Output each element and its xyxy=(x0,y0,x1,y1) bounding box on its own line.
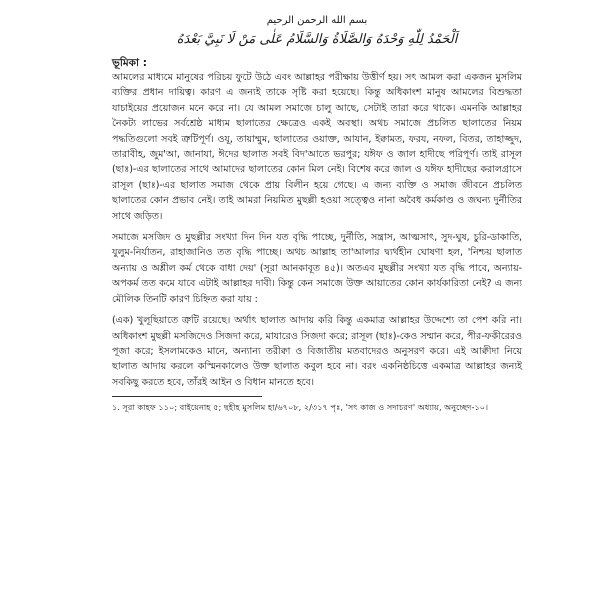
section-title: ভূমিকা : xyxy=(112,57,147,69)
arabic-invocation: اَلْحَمْدُ لِلّٰهِ وَحْدَهُ وَالصَّلَاةُ وَالسَّلَامُ عَلٰى مَنْ لَا نَبِيَّ بَعْدَهُ xyxy=(176,32,458,47)
paragraph-1: আমলের মাধ্যমে মানুষের পরিচয় ফুটে উঠে এবং আল্লাহর পরীক্ষায় উত্তীর্ণ হয়। সৎ আমল করা একজন মুসলিম ব্যক্তির প্রধান দায়িত্ব। কারণ এ জন্যই তাকে সৃষ্টি করা হয়েছে। কিন্তু অধিকাংশ মানুষ আমলের বিশুদ্ধতা যাচাইয়ের প্রয়োজন মনে করে না। যে আমল সমাজে চালু আছে, সেটাই তারা করে থাকে। এমনকি আল্লাহর নৈকট্য লাভের সর্বশ্রেষ্ঠ মাধ্যম ছালাতের ক্ষেত্রেও একই অবস্থা। অথচ সমাজে প্রচলিত ছালাতের নিয়ম পদ্ধতিগুলো সবই ত্রুটিপূর্ণ। ওযূ, তায়াম্মুম, ছালাতের ওয়াক্ত, আযান, ইক্বামত, ফরয, নফল, বিতর, তাহাজ্জুদ, তারাবীহ, জুম'আ, জানাযা, ঈদের ছালাত সবই বিদ'আতে ভরপুর; যঈফ ও জাল হাদীছে পরিপূর্ণ। তাই রাসূল (ছাঃ)-এর ছালাতের সাথে আমাদের ছালাতের কোন মিল নেই। বিশেষ করে জাল ও যঈফ হাদীছের করালগ্রাসে রাসূল (ছাঃ)-এর ছালাত সমাজ থেকে প্রায় বিলীন হয়ে গেছে। এ জন্য ব্যক্তি ও সমাজ জীবনে প্রচলিত ছালাতের কোন প্রভাব নেই। তাই আমরা নিয়মিত মুছল্লী হওয়া সত্ত্বেও নানা অবৈধ কর্মকাণ্ড ও জঘন্য দুর্নীতির সাথে জড়িত। xyxy=(112,72,522,222)
basmala-heading: بسم الله الرحمن الرحيم xyxy=(266,15,368,26)
paragraph-2: সমাজে মসজিদ ও মুছল্লীর সংখ্যা দিন দিন যত বৃদ্ধি পাচ্ছে, দুর্নীতি, সন্ত্রাস, আত্মসাৎ, সুদ-ঘুষ, চুরি-ডাকাতি, যুলুম-নির্যাতন, রাহাজানিও তত বৃদ্ধি পাচ্ছে। অথচ আল্লাহ তা'আলার দ্ব্যর্থহীন ঘোষণা হল, 'নিশ্চয় ছালাত অন্যায় ও অশ্লীল কর্ম থেকে বাধা দেয়' (সূরা আনকাবূত ৪৫)। অতএব মুছল্লীর সংখ্যা যত বৃদ্ধি পাবে, অন্যায়-অপকর্ম তত কমে যাবে এটাই আল্লাহর দাবী। কিন্তু কেন সমাজে উক্ত আয়াতের কোন কার্যকারিতা নেই? এ জন্য মৌলিক তিনটি কারণ চিহ্নিত করা যায় : xyxy=(112,232,522,305)
paragraph-3: (এক) খুলূছিয়াতে ত্রুটি রয়েছে। অর্থাৎ ছালাত আদায় করি কিন্তু একমাত্র আল্লাহর উদ্দেশ্যে তা পেশ করি না। অধিকাংশ মুছল্লী মসজিদেও সিজদা করে, মাযারেও সিজদা করে; রাসূল (ছাঃ)-কেও সম্মান করে, পীর-ফকীরেরও পূজা করে; ইসলামকেও মানে, অন্যান্য তরীক্বা ও বিজাতীয় মতবাদেরও অনুসরণ করে। এই আক্বীদা নিয়ে ছালাত আদায় করলে কস্মিনকালেও উক্ত ছালাত কবুল হবে না। বরং একনিষ্ঠচিত্তে একমাত্র আল্লাহর জন্যই সবকিছু করতে হবে, তাঁরই আইন ও বিধান মানতে হবে। xyxy=(112,315,522,388)
footnote-divider xyxy=(112,396,262,397)
footnote: ১. সূরা কাহফ ১১০; বাইয়েনাহ ৫; ছহীহ মুসলিম হা/৬৭০৮, ২/৩১৭ পৃঃ, 'সৎ কাজ ও সদাচরণ' অধ্যায়, অনুচ্ছেদ-১০। xyxy=(112,402,489,413)
